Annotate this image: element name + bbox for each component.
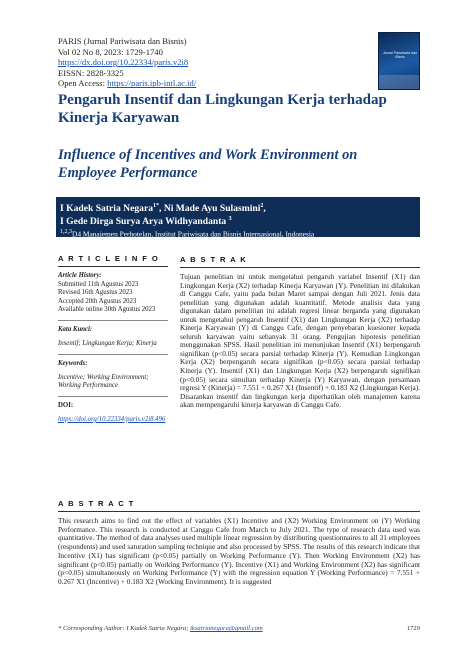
- journal-header: [58, 36, 378, 89]
- page-number: 1729: [406, 625, 420, 632]
- doi-label: DOI:: [58, 402, 74, 410]
- abstract-text: This research aims to find out the effect of variables (X1) Incentive and (X2) Working Environment on (Y) Working Performance. This research is conducted at Canggu Cafe from March to July 2021. The type of research data used was quantitative. The method of data analyses used multiple linear regression by distributing questionnaires to all 31 employees (respondents) and used saturation sampling technique and also processed by SPSS. The results of this research indicate that Incentive (X1) has significant (p<0.05) partially on Working Performance (Y). Then Working Environment (X2) has significant (p<0.05) partially on Working Performance (Y). Incentive (X1) and Working Environment (X2) has significant (p<0.05) simultaneously on Working Performance (Y) with the regression equation Y (Working Performance) = 7.551 + 0.267 X1 (Incentive) + 0.183 X2 (Working Environment). It is suggested: [58, 516, 420, 586]
- author-sup-1: 1*: [153, 203, 160, 209]
- title-indonesian: Pengaruh Insentif dan Lingkungan Kerja terhadap Kinerja Karyawan: [58, 92, 387, 126]
- journal-eissn: EISSN: 2828-3325: [58, 67, 124, 78]
- divider: [58, 354, 168, 355]
- history-submitted: Submitted 11th Agustus 2023: [58, 280, 139, 288]
- history-online: Available online 30th Agustus 2023: [58, 306, 156, 314]
- author-names-line1: I Kadek Satria Negara$^{1*}$, Ni Made Ayu Sulasmini$^2$,: [60, 203, 266, 215]
- journal-doi-link[interactable]: https://dx.doi.org/10.22334/paris.v2i8: [58, 57, 189, 68]
- affiliation-sup: 1,2,3: [60, 229, 72, 236]
- open-access-link[interactable]: https://paris.ipb-intl.ac.id/: [107, 78, 197, 89]
- cover-band: [379, 75, 419, 89]
- corresponding-author: * Corresponding Author: I Kadek Satria Negara; iksatrianegara@gmail.com: [58, 625, 263, 632]
- article-info-heading: A R T I C L E I N F O: [58, 255, 168, 267]
- journal-name: PARIS (Jurnal Pariwisata dan Bisnis): [58, 36, 187, 46]
- history-accepted: Accepted 20th Agustus 2023: [58, 297, 137, 305]
- open-access-label: Open Access:: [58, 78, 106, 89]
- title-english: Influence of Incentives and Work Environment on Employee Performance: [58, 147, 358, 181]
- author-name-3: I Gede Dirga Surya Arya Widhyandanta: [60, 216, 227, 228]
- corresponding-email[interactable]: iksatrianegara@gmail.com: [190, 625, 263, 632]
- divider: [58, 320, 168, 321]
- abstract-heading: A B S T R A C T: [58, 499, 420, 512]
- article-doi-link[interactable]: https://doi.org/10.22334/paris.v2i8.496: [58, 415, 166, 423]
- journal-volume: Vol 02 No 8, 2023: 1729-1740: [58, 46, 163, 57]
- abstrak-section: [180, 255, 420, 410]
- keywords-label: Keywords:: [58, 360, 88, 368]
- keywords-list: Incentive; Working Environment; Working Performance: [58, 373, 149, 390]
- kata-kunci-label: Kata Kunci:: [58, 326, 93, 334]
- article-info-column: [58, 255, 168, 424]
- author-sup-3: 3: [228, 216, 232, 223]
- author-name-2: Ni Made Ayu Sulasmini: [163, 203, 261, 215]
- abstrak-text: Tujuan penelitian ini untuk mengetahui pengaruh variabel Insentif (X1) dan Lingkungan Kerja (X2) terhadap Kinerja Karyawan (Y). Penelitian ini dilakukan di Canggu Cafe, yaitu pada bulan Maret sampai dengan Juli 2021. Jenis data penelitian yang digunakan adalah kuantitatif. Metode analisis data yang digunakan dalam penelitian ini adalah regresi linear berganda yang digunakan untuk mengetahui pengaruh Insentif (X1) dan Lingkungan Kerja (X2) terhadap Kinerja Karyawan (Y) di Canggu Cafe, dengan penyebaran kuesioner kepada seluruh karyawan yaitu sebanyak 31 orang. Pengujian hipotesis penelitian menggunakan SPSS. Hasil penelitian ini menunjukan Insentif (X1) berpengaruh signifikan (p<0.05) secara parsial terhadap Kinerja (Y). Kemudian Lingkungan Kerja (X2) berpengaruh secara signifikan (p<0.05) secara parsial terhadap Kinerja (Y). Insentif (X1) dan Lingkungan Kerja (X2) berpengaruh signifikan (p<0.05) secara simultan terhadap Kinerja (Y) Karyawan, dengan persamaan regresi Y (Kinerja) = 7.551 + 0.267 X1 (Insentif) + 0.183 X2 (Lingkungan Kerja). Disarankan insentif dan lingkungan kerja diperhatikan oleh manajemen karena akan mempengaruhi kinerja karyawan di Canggu Cafe.: [180, 272, 420, 410]
- author-box: [56, 197, 420, 237]
- author-affiliation: $^{1,2,3}$D4 Manajemen Perhotelan, Institut Pariwisata dan Bisnis Internasional, Indonesia: [60, 229, 315, 239]
- author-sup-2: 2: [260, 203, 264, 209]
- history-revised: Revised 16th Agustus 2023: [58, 289, 133, 297]
- history-label: Article History:: [58, 272, 102, 280]
- abstrak-heading: A B S T R A K: [180, 255, 420, 268]
- journal-cover-thumbnail: [378, 32, 420, 90]
- author-name-1: I Kadek Satria Negara: [60, 203, 154, 215]
- cover-title: Jurnal Pariwisata dan Bisnis: [382, 51, 418, 60]
- divider: [58, 396, 168, 397]
- abstract-section: [58, 499, 420, 587]
- author-names-line2: [60, 214, 416, 227]
- kata-kunci-list: Insentif; Lingkungan Kerja; Kinerja: [58, 339, 157, 347]
